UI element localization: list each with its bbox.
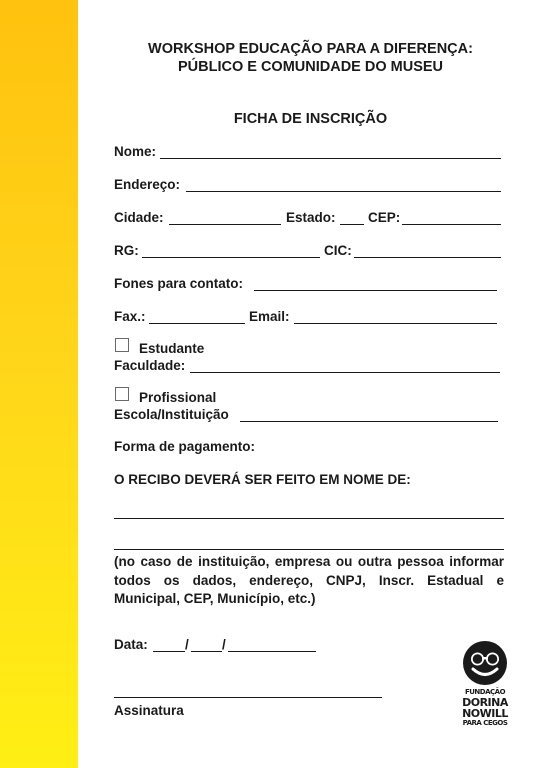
estado-label: Estado:	[286, 210, 336, 225]
form-title-line2: PÚBLICO E COMUNIDADE DO MUSEU	[177, 59, 444, 75]
email-label: Email:	[249, 309, 290, 324]
faculdade-field[interactable]	[190, 372, 500, 373]
cic-label: CIC:	[324, 243, 352, 258]
date-separator-2: /	[222, 637, 226, 652]
estado-field[interactable]	[340, 224, 364, 225]
date-day-field[interactable]	[153, 651, 185, 652]
rg-label: RG:	[114, 243, 139, 258]
cep-label: CEP:	[368, 210, 401, 225]
endereco-field[interactable]	[186, 191, 501, 192]
escola-label: Escola/Instituição	[114, 407, 229, 422]
cic-field[interactable]	[354, 257, 501, 258]
endereco-label: Endereço:	[114, 177, 181, 192]
profissional-checkbox[interactable]	[115, 387, 129, 401]
logo-text-line1: FUNDAÇÃO	[464, 688, 506, 696]
recibo-note: (no caso de instituição, empresa ou outra pessoa informar todos os dados, endereço, CNPJ, Inscr. Estadual e Municipal, CEP, Município, etc.)	[114, 554, 504, 606]
fones-label: Fones para contato:	[114, 276, 244, 291]
faculdade-label: Faculdade:	[114, 358, 186, 373]
form-title-line1: WORKSHOP EDUCAÇÃO PARA A DIFERENÇA:	[148, 41, 473, 57]
rg-field[interactable]	[142, 257, 320, 258]
logo-text-line2: DORINA	[462, 696, 508, 709]
yellow-side-stripe	[0, 0, 78, 768]
profissional-label: Profissional	[139, 390, 217, 405]
nome-field[interactable]	[160, 158, 501, 159]
fax-field[interactable]	[149, 323, 245, 324]
smiley-with-sunglasses-icon	[462, 640, 508, 686]
fundacao-dorina-nowill-logo	[462, 640, 508, 728]
cidade-label: Cidade:	[114, 210, 164, 225]
recibo-field-line2[interactable]	[114, 549, 504, 550]
escola-field[interactable]	[240, 421, 498, 422]
fax-label: Fax.:	[114, 309, 146, 324]
form-heading: FICHA DE INSCRIÇÃO	[233, 111, 388, 127]
cidade-field[interactable]	[169, 224, 281, 225]
date-year-field[interactable]	[228, 651, 316, 652]
date-separator-1: /	[185, 637, 189, 652]
assinatura-field[interactable]	[114, 697, 382, 698]
nome-label: Nome:	[114, 144, 157, 159]
logo-text-line3: NOWILL	[462, 707, 508, 720]
estudante-checkbox[interactable]	[115, 338, 129, 352]
logo-text-line4: PARA CEGOS	[462, 719, 508, 727]
date-month-field[interactable]	[191, 651, 222, 652]
estudante-label: Estudante	[139, 341, 205, 356]
fones-field[interactable]	[254, 290, 497, 291]
recibo-label: O RECIBO DEVERÁ SER FEITO EM NOME DE:	[114, 472, 411, 487]
pagamento-label: Forma de pagamento:	[114, 439, 256, 454]
assinatura-label: Assinatura	[114, 703, 184, 718]
cep-field[interactable]	[402, 224, 501, 225]
email-field[interactable]	[294, 323, 497, 324]
data-label: Data:	[114, 637, 148, 652]
recibo-field-line1[interactable]	[114, 518, 504, 519]
